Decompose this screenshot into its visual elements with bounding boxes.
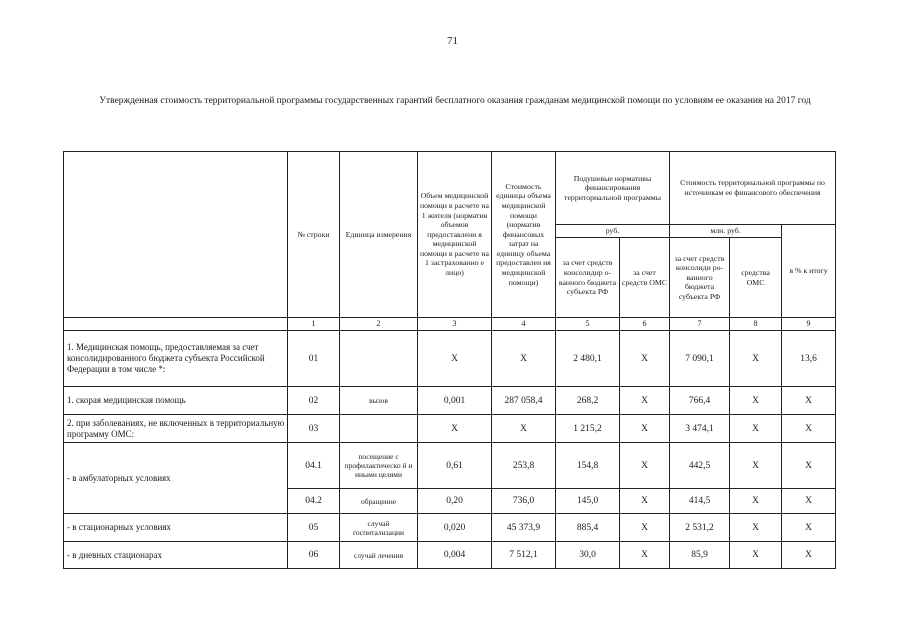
row-label: 1. Медицинская помощь, предоставляемая за счет консолидированного бюджета субъекта Российской Федерации в том числе *: bbox=[64, 331, 288, 387]
row-sum-oms: X bbox=[730, 415, 782, 443]
row-per-capita-budget: 154,8 bbox=[556, 443, 620, 489]
row-unit-cost: X bbox=[492, 415, 556, 443]
row-per-capita-oms: X bbox=[620, 489, 670, 514]
column-number: 7 bbox=[670, 318, 730, 331]
header-percent: в % к итогу bbox=[782, 225, 836, 318]
row-unit: случай лечения bbox=[340, 542, 418, 569]
row-percent: X bbox=[782, 443, 836, 489]
header-per-capita: Подушевые нормативы финансирования территориальной программы bbox=[556, 152, 670, 225]
row-unit: обращение bbox=[340, 489, 418, 514]
row-volume: 0,20 bbox=[418, 489, 492, 514]
row-unit: вызов bbox=[340, 387, 418, 415]
row-sum-budget: 2 531,2 bbox=[670, 514, 730, 542]
row-volume: 0,001 bbox=[418, 387, 492, 415]
row-percent: X bbox=[782, 387, 836, 415]
row-sum-oms: X bbox=[730, 542, 782, 569]
column-number: 9 bbox=[782, 318, 836, 331]
header-oms-rub: за счет средств ОМС bbox=[620, 238, 670, 318]
header-unit: Единица измерения bbox=[340, 152, 418, 318]
row-per-capita-budget: 885,4 bbox=[556, 514, 620, 542]
header-cost-by-source: Стоимость территориальной программы по источникам ее финансового обеспечения bbox=[670, 152, 836, 225]
row-unit-cost: 736,0 bbox=[492, 489, 556, 514]
table-row bbox=[64, 443, 836, 489]
row-sum-budget: 7 090,1 bbox=[670, 331, 730, 387]
table-row bbox=[64, 514, 836, 542]
row-volume: 0,61 bbox=[418, 443, 492, 489]
row-per-capita-oms: X bbox=[620, 542, 670, 569]
document-title: Утвержденная стоимость территориальной программы государственных гарантий бесплатного оказания гражданам медицинской помощи по условиям ее оказания на 2017 год bbox=[99, 96, 811, 106]
row-label: - в дневных стационарах bbox=[64, 542, 288, 569]
program-cost-table bbox=[63, 151, 836, 569]
row-unit bbox=[340, 415, 418, 443]
header-row-number: № строки bbox=[288, 152, 340, 318]
header-mln-rub: млн. руб. bbox=[670, 225, 782, 238]
header-budget-mln: за счет средств консолиди ро-ванного бюджета субъекта РФ bbox=[670, 238, 730, 318]
row-number: 03 bbox=[288, 415, 340, 443]
row-per-capita-oms: X bbox=[620, 387, 670, 415]
row-percent: X bbox=[782, 542, 836, 569]
row-percent: X bbox=[782, 489, 836, 514]
row-per-capita-oms: X bbox=[620, 443, 670, 489]
row-sum-oms: X bbox=[730, 489, 782, 514]
row-per-capita-budget: 1 215,2 bbox=[556, 415, 620, 443]
column-number-blank bbox=[64, 318, 288, 331]
row-volume: 0,020 bbox=[418, 514, 492, 542]
row-unit: посещение с профилактическо й и иными целями bbox=[340, 443, 418, 489]
row-percent: 13,6 bbox=[782, 331, 836, 387]
row-number: 06 bbox=[288, 542, 340, 569]
row-per-capita-budget: 268,2 bbox=[556, 387, 620, 415]
row-sum-oms: X bbox=[730, 443, 782, 489]
column-number: 4 bbox=[492, 318, 556, 331]
column-number: 1 bbox=[288, 318, 340, 331]
row-volume: X bbox=[418, 415, 492, 443]
row-label: 1. скорая медицинская помощь bbox=[64, 387, 288, 415]
row-label: - в стационарных условиях bbox=[64, 514, 288, 542]
row-unit-cost: 287 058,4 bbox=[492, 387, 556, 415]
table-row bbox=[64, 415, 836, 443]
column-number: 2 bbox=[340, 318, 418, 331]
header-budget-rub: за счет средств консолидир о-ванного бюджета субъекта РФ bbox=[556, 238, 620, 318]
row-unit: случай госпитализации bbox=[340, 514, 418, 542]
row-unit-cost: X bbox=[492, 331, 556, 387]
row-number: 04.2 bbox=[288, 489, 340, 514]
row-per-capita-budget: 30,0 bbox=[556, 542, 620, 569]
row-sum-budget: 414,5 bbox=[670, 489, 730, 514]
header-blank-cell bbox=[64, 152, 288, 318]
table-row bbox=[64, 542, 836, 569]
row-label: - в амбулаторных условиях bbox=[64, 443, 288, 514]
row-sum-budget: 3 474,1 bbox=[670, 415, 730, 443]
row-per-capita-oms: X bbox=[620, 514, 670, 542]
row-sum-oms: X bbox=[730, 514, 782, 542]
column-number: 8 bbox=[730, 318, 782, 331]
row-sum-oms: X bbox=[730, 331, 782, 387]
row-sum-budget: 766,4 bbox=[670, 387, 730, 415]
column-number: 3 bbox=[418, 318, 492, 331]
column-number: 6 bbox=[620, 318, 670, 331]
row-number: 02 bbox=[288, 387, 340, 415]
table-row bbox=[64, 331, 836, 387]
row-per-capita-oms: X bbox=[620, 331, 670, 387]
header-row-1 bbox=[64, 152, 836, 225]
row-unit-cost: 7 512,1 bbox=[492, 542, 556, 569]
table-row bbox=[64, 387, 836, 415]
row-unit-cost: 253,8 bbox=[492, 443, 556, 489]
row-per-capita-budget: 145,0 bbox=[556, 489, 620, 514]
row-percent: X bbox=[782, 514, 836, 542]
row-volume: X bbox=[418, 331, 492, 387]
row-sum-budget: 85,9 bbox=[670, 542, 730, 569]
column-number-row bbox=[64, 318, 836, 331]
page-number: 71 bbox=[447, 35, 458, 47]
column-number: 5 bbox=[556, 318, 620, 331]
row-label: 2. при заболеваниях, не включенных в территориальную программу ОМС: bbox=[64, 415, 288, 443]
header-volume: Объем медицинской помощи в расчете на 1 жителя (норматив объемов предоставлени я медицинской помощи в расчете на 1 застрахованно е лицо) bbox=[418, 152, 492, 318]
header-unit-cost: Стоимость единицы объема медицинской помощи (норматив финансовых затрат на единицу объема предоставлен ия медицинской помощи) bbox=[492, 152, 556, 318]
row-sum-budget: 442,5 bbox=[670, 443, 730, 489]
row-sum-oms: X bbox=[730, 387, 782, 415]
row-percent: X bbox=[782, 415, 836, 443]
row-unit-cost: 45 373,9 bbox=[492, 514, 556, 542]
row-per-capita-budget: 2 480,1 bbox=[556, 331, 620, 387]
row-volume: 0,004 bbox=[418, 542, 492, 569]
header-rub: руб. bbox=[556, 225, 670, 238]
row-unit bbox=[340, 331, 418, 387]
header-oms-mln: средства ОМС bbox=[730, 238, 782, 318]
row-per-capita-oms: X bbox=[620, 415, 670, 443]
row-number: 04.1 bbox=[288, 443, 340, 489]
row-number: 01 bbox=[288, 331, 340, 387]
row-number: 05 bbox=[288, 514, 340, 542]
